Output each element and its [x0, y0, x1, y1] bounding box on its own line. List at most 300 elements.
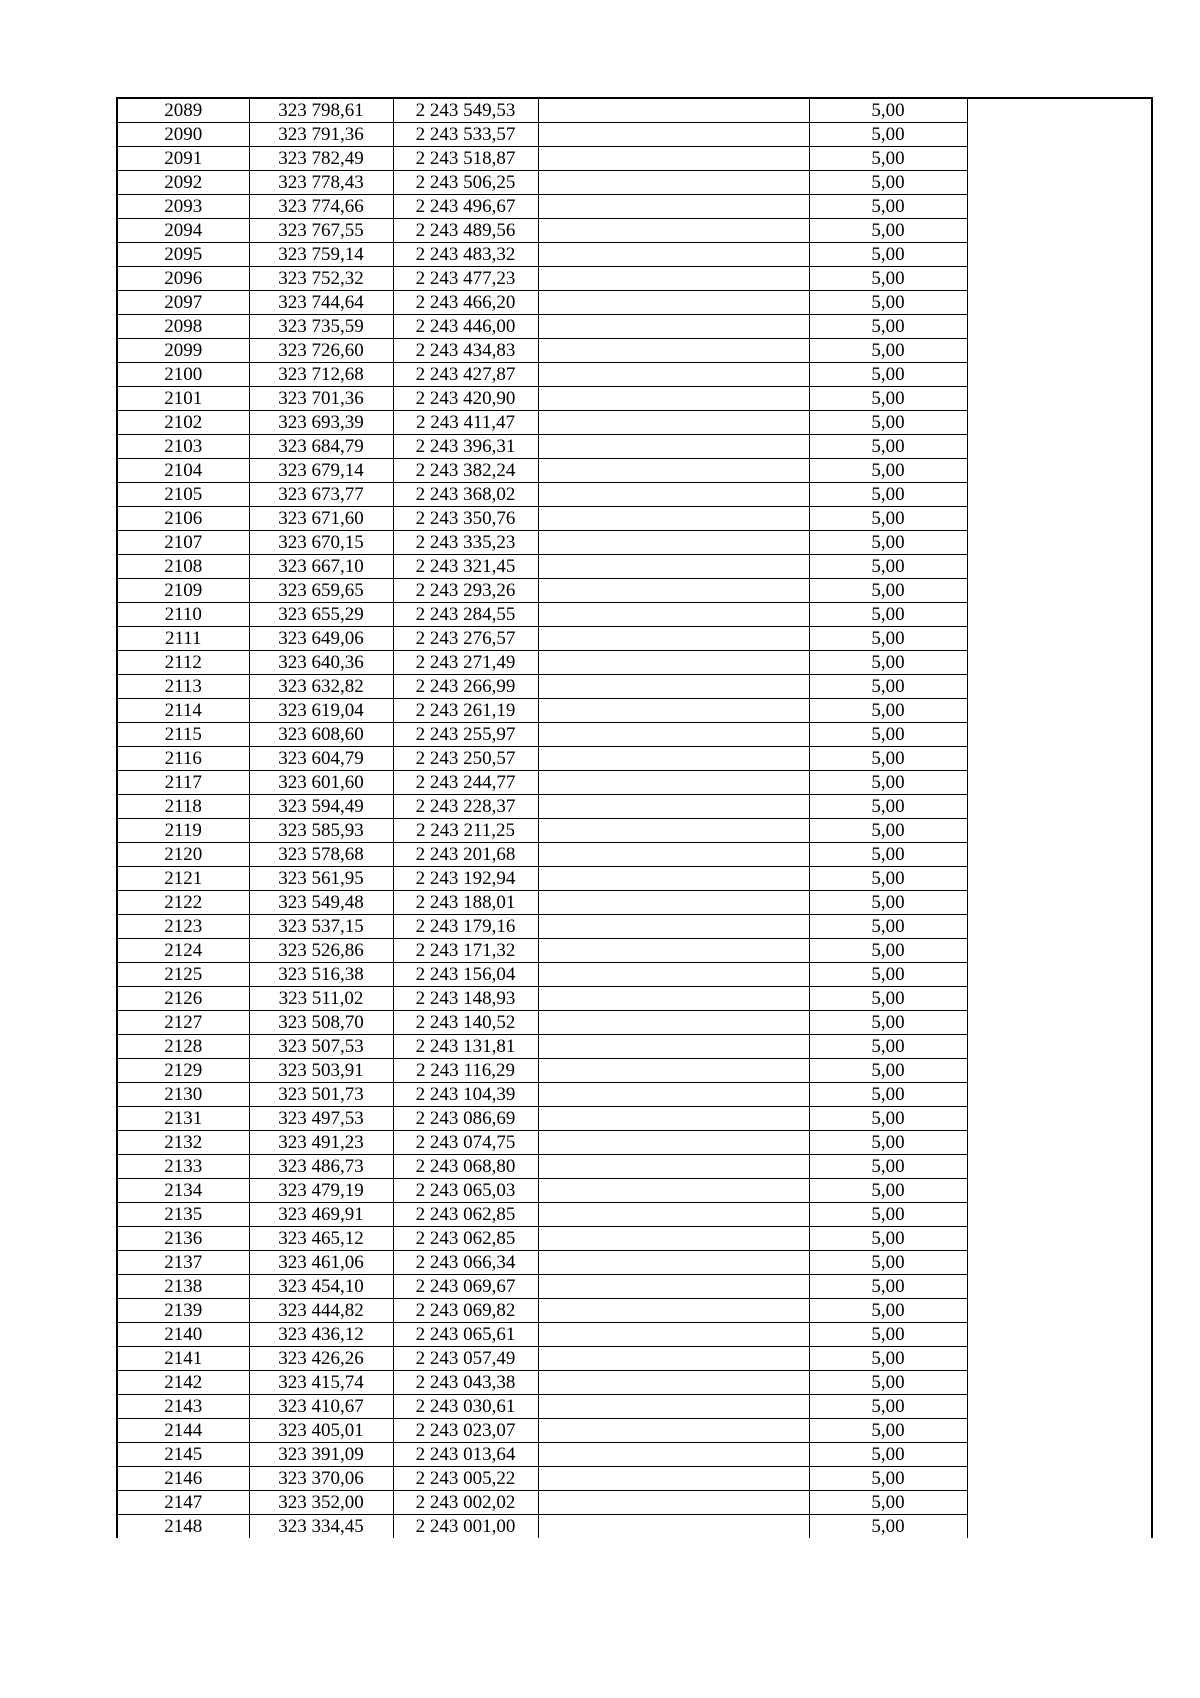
y-coordinate-cell: 2 243 446,00 [393, 315, 538, 339]
table-row [117, 699, 1152, 723]
x-coordinate-cell: 323 701,36 [249, 387, 393, 411]
value-cell: 5,00 [809, 483, 967, 507]
table-row [117, 1467, 1152, 1491]
empty-cell [538, 1299, 809, 1323]
table-row [117, 819, 1152, 843]
table-row [117, 1011, 1152, 1035]
empty-cell [967, 747, 1152, 771]
empty-cell [967, 867, 1152, 891]
empty-cell [538, 339, 809, 363]
x-coordinate-cell: 323 537,15 [249, 915, 393, 939]
point-number-cell: 2116 [117, 747, 249, 771]
empty-cell [967, 987, 1152, 1011]
y-coordinate-cell: 2 243 030,61 [393, 1395, 538, 1419]
y-coordinate-cell: 2 243 382,24 [393, 459, 538, 483]
value-cell: 5,00 [809, 1347, 967, 1371]
table-row [117, 531, 1152, 555]
empty-cell [538, 1059, 809, 1083]
table-row [117, 291, 1152, 315]
empty-cell [538, 555, 809, 579]
x-coordinate-cell: 323 415,74 [249, 1371, 393, 1395]
table-row [117, 1203, 1152, 1227]
table-row [117, 651, 1152, 675]
y-coordinate-cell: 2 243 069,67 [393, 1275, 538, 1299]
y-coordinate-cell: 2 243 284,55 [393, 603, 538, 627]
x-coordinate-cell: 323 391,09 [249, 1443, 393, 1467]
y-coordinate-cell: 2 243 002,02 [393, 1491, 538, 1515]
empty-cell [538, 315, 809, 339]
value-cell: 5,00 [809, 1131, 967, 1155]
x-coordinate-cell: 323 561,95 [249, 867, 393, 891]
x-coordinate-cell: 323 454,10 [249, 1275, 393, 1299]
y-coordinate-cell: 2 243 250,57 [393, 747, 538, 771]
empty-cell [538, 147, 809, 171]
table-row [117, 1251, 1152, 1275]
empty-cell [967, 939, 1152, 963]
value-cell: 5,00 [809, 1227, 967, 1251]
empty-cell [967, 1491, 1152, 1515]
point-number-cell: 2104 [117, 459, 249, 483]
y-coordinate-cell: 2 243 066,34 [393, 1251, 538, 1275]
empty-cell [538, 1155, 809, 1179]
value-cell: 5,00 [809, 171, 967, 195]
point-number-cell: 2105 [117, 483, 249, 507]
empty-cell [967, 1251, 1152, 1275]
empty-cell [538, 675, 809, 699]
empty-cell [967, 507, 1152, 531]
x-coordinate-cell: 323 461,06 [249, 1251, 393, 1275]
point-number-cell: 2123 [117, 915, 249, 939]
table-row [117, 1227, 1152, 1251]
empty-cell [967, 603, 1152, 627]
empty-cell [967, 315, 1152, 339]
table-row [117, 555, 1152, 579]
empty-cell [967, 1059, 1152, 1083]
empty-cell [967, 98, 1152, 123]
empty-cell [538, 771, 809, 795]
empty-cell [538, 723, 809, 747]
empty-cell [538, 1467, 809, 1491]
y-coordinate-cell: 2 243 261,19 [393, 699, 538, 723]
x-coordinate-cell: 323 640,36 [249, 651, 393, 675]
value-cell: 5,00 [809, 1155, 967, 1179]
x-coordinate-cell: 323 578,68 [249, 843, 393, 867]
table-row [117, 1107, 1152, 1131]
empty-cell [967, 147, 1152, 171]
x-coordinate-cell: 323 352,00 [249, 1491, 393, 1515]
point-number-cell: 2134 [117, 1179, 249, 1203]
point-number-cell: 2101 [117, 387, 249, 411]
y-coordinate-cell: 2 243 293,26 [393, 579, 538, 603]
point-number-cell: 2120 [117, 843, 249, 867]
value-cell: 5,00 [809, 195, 967, 219]
point-number-cell: 2121 [117, 867, 249, 891]
point-number-cell: 2117 [117, 771, 249, 795]
y-coordinate-cell: 2 243 549,53 [393, 98, 538, 123]
x-coordinate-cell: 323 585,93 [249, 819, 393, 843]
empty-cell [967, 1323, 1152, 1347]
point-number-cell: 2090 [117, 123, 249, 147]
point-number-cell: 2144 [117, 1419, 249, 1443]
value-cell: 5,00 [809, 747, 967, 771]
y-coordinate-cell: 2 243 074,75 [393, 1131, 538, 1155]
value-cell: 5,00 [809, 1011, 967, 1035]
value-cell: 5,00 [809, 531, 967, 555]
x-coordinate-cell: 323 655,29 [249, 603, 393, 627]
x-coordinate-cell: 323 778,43 [249, 171, 393, 195]
table-row [117, 915, 1152, 939]
empty-cell [538, 1251, 809, 1275]
value-cell: 5,00 [809, 315, 967, 339]
y-coordinate-cell: 2 243 228,37 [393, 795, 538, 819]
value-cell: 5,00 [809, 795, 967, 819]
empty-cell [967, 1395, 1152, 1419]
x-coordinate-cell: 323 619,04 [249, 699, 393, 723]
table-row [117, 963, 1152, 987]
empty-cell [538, 1371, 809, 1395]
empty-cell [967, 1011, 1152, 1035]
x-coordinate-cell: 323 798,61 [249, 98, 393, 123]
empty-cell [967, 1515, 1152, 1539]
y-coordinate-cell: 2 243 171,32 [393, 939, 538, 963]
value-cell: 5,00 [809, 651, 967, 675]
y-coordinate-cell: 2 243 201,68 [393, 843, 538, 867]
empty-cell [967, 675, 1152, 699]
empty-cell [967, 1155, 1152, 1179]
y-coordinate-cell: 2 243 396,31 [393, 435, 538, 459]
empty-cell [967, 819, 1152, 843]
value-cell: 5,00 [809, 1467, 967, 1491]
x-coordinate-cell: 323 511,02 [249, 987, 393, 1011]
table-row [117, 1323, 1152, 1347]
empty-cell [538, 1011, 809, 1035]
empty-cell [967, 579, 1152, 603]
point-number-cell: 2091 [117, 147, 249, 171]
table-row [117, 339, 1152, 363]
empty-cell [967, 963, 1152, 987]
value-cell: 5,00 [809, 579, 967, 603]
x-coordinate-cell: 323 752,32 [249, 267, 393, 291]
value-cell: 5,00 [809, 1395, 967, 1419]
empty-cell [538, 1419, 809, 1443]
empty-cell [538, 123, 809, 147]
value-cell: 5,00 [809, 1371, 967, 1395]
x-coordinate-cell: 323 334,45 [249, 1515, 393, 1539]
point-number-cell: 2098 [117, 315, 249, 339]
empty-cell [967, 1347, 1152, 1371]
x-coordinate-cell: 323 649,06 [249, 627, 393, 651]
y-coordinate-cell: 2 243 116,29 [393, 1059, 538, 1083]
empty-cell [538, 939, 809, 963]
empty-cell [967, 891, 1152, 915]
point-number-cell: 2114 [117, 699, 249, 723]
empty-cell [967, 627, 1152, 651]
empty-cell [538, 915, 809, 939]
point-number-cell: 2106 [117, 507, 249, 531]
table-row [117, 459, 1152, 483]
value-cell: 5,00 [809, 699, 967, 723]
y-coordinate-cell: 2 243 188,01 [393, 891, 538, 915]
value-cell: 5,00 [809, 1083, 967, 1107]
x-coordinate-cell: 323 549,48 [249, 891, 393, 915]
table-row [117, 507, 1152, 531]
empty-cell [538, 963, 809, 987]
x-coordinate-cell: 323 673,77 [249, 483, 393, 507]
y-coordinate-cell: 2 243 001,00 [393, 1515, 538, 1539]
value-cell: 5,00 [809, 843, 967, 867]
x-coordinate-cell: 323 526,86 [249, 939, 393, 963]
empty-cell [967, 795, 1152, 819]
y-coordinate-cell: 2 243 255,97 [393, 723, 538, 747]
table-row [117, 219, 1152, 243]
empty-cell [538, 1131, 809, 1155]
x-coordinate-cell: 323 497,53 [249, 1107, 393, 1131]
point-number-cell: 2097 [117, 291, 249, 315]
x-coordinate-cell: 323 594,49 [249, 795, 393, 819]
empty-cell [538, 1107, 809, 1131]
x-coordinate-cell: 323 465,12 [249, 1227, 393, 1251]
point-number-cell: 2136 [117, 1227, 249, 1251]
empty-cell [967, 291, 1152, 315]
empty-cell [967, 723, 1152, 747]
point-number-cell: 2102 [117, 411, 249, 435]
table-row [117, 891, 1152, 915]
point-number-cell: 2119 [117, 819, 249, 843]
value-cell: 5,00 [809, 627, 967, 651]
y-coordinate-cell: 2 243 518,87 [393, 147, 538, 171]
point-number-cell: 2145 [117, 1443, 249, 1467]
x-coordinate-cell: 323 370,06 [249, 1467, 393, 1491]
point-number-cell: 2137 [117, 1251, 249, 1275]
x-coordinate-cell: 323 426,26 [249, 1347, 393, 1371]
point-number-cell: 2128 [117, 1035, 249, 1059]
y-coordinate-cell: 2 243 156,04 [393, 963, 538, 987]
point-number-cell: 2130 [117, 1083, 249, 1107]
empty-cell [538, 651, 809, 675]
point-number-cell: 2118 [117, 795, 249, 819]
empty-cell [967, 1083, 1152, 1107]
table-row [117, 1371, 1152, 1395]
y-coordinate-cell: 2 243 013,64 [393, 1443, 538, 1467]
empty-cell [538, 243, 809, 267]
value-cell: 5,00 [809, 123, 967, 147]
empty-cell [538, 795, 809, 819]
empty-cell [538, 387, 809, 411]
y-coordinate-cell: 2 243 434,83 [393, 339, 538, 363]
point-number-cell: 2096 [117, 267, 249, 291]
point-number-cell: 2135 [117, 1203, 249, 1227]
value-cell: 5,00 [809, 555, 967, 579]
y-coordinate-cell: 2 243 140,52 [393, 1011, 538, 1035]
empty-cell [967, 387, 1152, 411]
value-cell: 5,00 [809, 435, 967, 459]
x-coordinate-cell: 323 774,66 [249, 195, 393, 219]
table-row [117, 867, 1152, 891]
value-cell: 5,00 [809, 1203, 967, 1227]
table-row [117, 675, 1152, 699]
table-row [117, 723, 1152, 747]
empty-cell [967, 1275, 1152, 1299]
empty-cell [967, 1107, 1152, 1131]
value-cell: 5,00 [809, 675, 967, 699]
point-number-cell: 2099 [117, 339, 249, 363]
value-cell: 5,00 [809, 1059, 967, 1083]
value-cell: 5,00 [809, 291, 967, 315]
empty-cell [967, 195, 1152, 219]
empty-cell [538, 1515, 809, 1539]
table-row [117, 1395, 1152, 1419]
value-cell: 5,00 [809, 219, 967, 243]
empty-cell [538, 891, 809, 915]
value-cell: 5,00 [809, 363, 967, 387]
value-cell: 5,00 [809, 1323, 967, 1347]
empty-cell [538, 1035, 809, 1059]
y-coordinate-cell: 2 243 368,02 [393, 483, 538, 507]
x-coordinate-cell: 323 744,64 [249, 291, 393, 315]
empty-cell [967, 1371, 1152, 1395]
empty-cell [967, 243, 1152, 267]
point-number-cell: 2143 [117, 1395, 249, 1419]
table-row [117, 483, 1152, 507]
empty-cell [538, 363, 809, 387]
empty-cell [538, 627, 809, 651]
point-number-cell: 2124 [117, 939, 249, 963]
empty-cell [538, 507, 809, 531]
point-number-cell: 2142 [117, 1371, 249, 1395]
point-number-cell: 2109 [117, 579, 249, 603]
table-row [117, 747, 1152, 771]
point-number-cell: 2110 [117, 603, 249, 627]
table-row [117, 1131, 1152, 1155]
table-row [117, 387, 1152, 411]
table-row [117, 795, 1152, 819]
table-row [117, 147, 1152, 171]
value-cell: 5,00 [809, 387, 967, 411]
point-number-cell: 2095 [117, 243, 249, 267]
empty-cell [538, 411, 809, 435]
y-coordinate-cell: 2 243 057,49 [393, 1347, 538, 1371]
table-row [117, 1443, 1152, 1467]
point-number-cell: 2093 [117, 195, 249, 219]
empty-cell [538, 867, 809, 891]
value-cell: 5,00 [809, 459, 967, 483]
y-coordinate-cell: 2 243 086,69 [393, 1107, 538, 1131]
value-cell: 5,00 [809, 1419, 967, 1443]
point-number-cell: 2107 [117, 531, 249, 555]
table-row [117, 843, 1152, 867]
empty-cell [967, 339, 1152, 363]
x-coordinate-cell: 323 405,01 [249, 1419, 393, 1443]
x-coordinate-cell: 323 436,12 [249, 1323, 393, 1347]
empty-cell [967, 1227, 1152, 1251]
point-number-cell: 2147 [117, 1491, 249, 1515]
y-coordinate-cell: 2 243 062,85 [393, 1203, 538, 1227]
y-coordinate-cell: 2 243 411,47 [393, 411, 538, 435]
empty-cell [967, 1035, 1152, 1059]
x-coordinate-cell: 323 410,67 [249, 1395, 393, 1419]
empty-cell [967, 1203, 1152, 1227]
x-coordinate-cell: 323 659,65 [249, 579, 393, 603]
table-row [117, 1083, 1152, 1107]
empty-cell [967, 1299, 1152, 1323]
empty-cell [538, 1203, 809, 1227]
value-cell: 5,00 [809, 267, 967, 291]
coordinates-table-body [117, 98, 1152, 1538]
empty-cell [967, 771, 1152, 795]
table-row [117, 363, 1152, 387]
empty-cell [538, 1323, 809, 1347]
x-coordinate-cell: 323 604,79 [249, 747, 393, 771]
table-row [117, 1179, 1152, 1203]
point-number-cell: 2092 [117, 171, 249, 195]
empty-cell [538, 219, 809, 243]
point-number-cell: 2126 [117, 987, 249, 1011]
table-row [117, 1491, 1152, 1515]
value-cell: 5,00 [809, 98, 967, 123]
y-coordinate-cell: 2 243 043,38 [393, 1371, 538, 1395]
table-row [117, 123, 1152, 147]
point-number-cell: 2132 [117, 1131, 249, 1155]
y-coordinate-cell: 2 243 023,07 [393, 1419, 538, 1443]
point-number-cell: 2125 [117, 963, 249, 987]
table-row [117, 1419, 1152, 1443]
point-number-cell: 2146 [117, 1467, 249, 1491]
empty-cell [538, 843, 809, 867]
point-number-cell: 2122 [117, 891, 249, 915]
table-row [117, 1155, 1152, 1179]
table-row [117, 579, 1152, 603]
x-coordinate-cell: 323 503,91 [249, 1059, 393, 1083]
empty-cell [967, 459, 1152, 483]
table-row [117, 98, 1152, 123]
value-cell: 5,00 [809, 603, 967, 627]
empty-cell [967, 219, 1152, 243]
y-coordinate-cell: 2 243 069,82 [393, 1299, 538, 1323]
y-coordinate-cell: 2 243 506,25 [393, 171, 538, 195]
y-coordinate-cell: 2 243 266,99 [393, 675, 538, 699]
empty-cell [967, 555, 1152, 579]
value-cell: 5,00 [809, 915, 967, 939]
y-coordinate-cell: 2 243 179,16 [393, 915, 538, 939]
y-coordinate-cell: 2 243 489,56 [393, 219, 538, 243]
value-cell: 5,00 [809, 1491, 967, 1515]
x-coordinate-cell: 323 712,68 [249, 363, 393, 387]
y-coordinate-cell: 2 243 211,25 [393, 819, 538, 843]
y-coordinate-cell: 2 243 496,67 [393, 195, 538, 219]
empty-cell [967, 1179, 1152, 1203]
empty-cell [967, 531, 1152, 555]
table-row [117, 1275, 1152, 1299]
y-coordinate-cell: 2 243 533,57 [393, 123, 538, 147]
point-number-cell: 2112 [117, 651, 249, 675]
point-number-cell: 2113 [117, 675, 249, 699]
empty-cell [538, 747, 809, 771]
empty-cell [967, 267, 1152, 291]
y-coordinate-cell: 2 243 104,39 [393, 1083, 538, 1107]
table-row [117, 1299, 1152, 1323]
y-coordinate-cell: 2 243 271,49 [393, 651, 538, 675]
empty-cell [538, 531, 809, 555]
value-cell: 5,00 [809, 987, 967, 1011]
y-coordinate-cell: 2 243 131,81 [393, 1035, 538, 1059]
point-number-cell: 2140 [117, 1323, 249, 1347]
value-cell: 5,00 [809, 939, 967, 963]
point-number-cell: 2138 [117, 1275, 249, 1299]
x-coordinate-cell: 323 735,59 [249, 315, 393, 339]
table-row [117, 315, 1152, 339]
x-coordinate-cell: 323 632,82 [249, 675, 393, 699]
y-coordinate-cell: 2 243 276,57 [393, 627, 538, 651]
